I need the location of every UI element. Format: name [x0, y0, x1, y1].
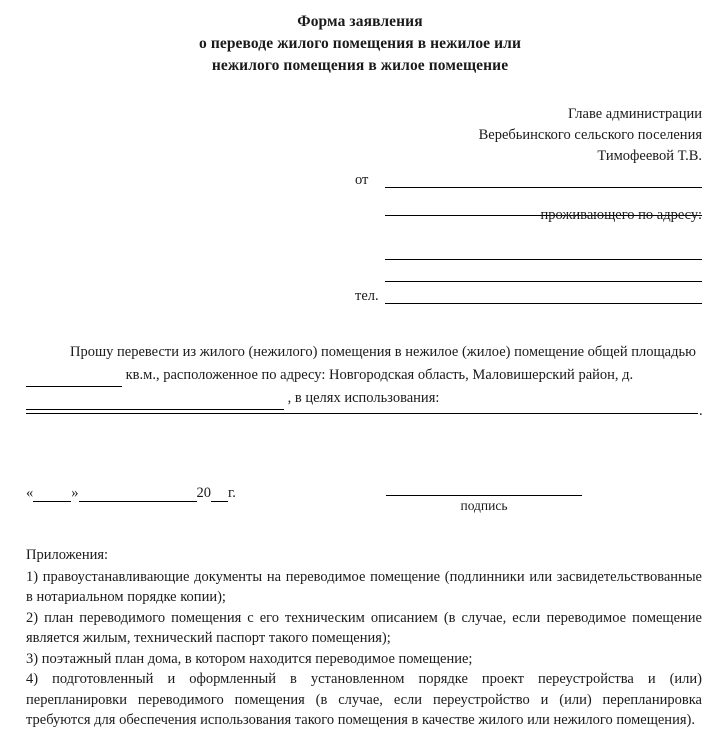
request-paragraph	[26, 341, 702, 410]
phone-rule[interactable]	[385, 303, 702, 304]
appendix-heading: Приложения:	[26, 547, 109, 563]
addressee-line-1: Главе администрации	[568, 106, 702, 122]
title-line-1: Форма заявления	[297, 13, 423, 30]
house-number-input[interactable]	[26, 396, 284, 410]
addressee-block	[330, 104, 702, 167]
title-line-2: о переводе жилого помещения в нежилое или	[199, 35, 521, 52]
request-line-2-prefix: общей площадью	[587, 344, 696, 360]
day-input[interactable]	[33, 488, 71, 502]
phone-field-row[interactable]	[355, 284, 702, 304]
appendix-item-1: 1) правоустанавливающие документы на переводимое помещение (подлинники или засвидетельствованные в нотариальном порядке копии);	[26, 568, 702, 605]
year-prefix: 20	[196, 485, 211, 501]
from-label: от	[355, 172, 369, 188]
applicant-name-rule[interactable]	[385, 187, 702, 188]
total-area-input[interactable]	[26, 373, 122, 387]
phone-label: тел.	[355, 288, 379, 304]
appendix-item-2: 2) план переводимого помещения с его техническим описанием (в случае, если переводимое помещение является жилым, технический паспорт такого помещения);	[26, 609, 702, 646]
appendix-block	[26, 545, 702, 731]
applicant-name-field-row[interactable]	[355, 168, 702, 188]
signature-rule[interactable]	[386, 484, 582, 496]
title-line-3: нежилого помещения в жилое помещение	[211, 57, 509, 74]
address-rule-1[interactable]	[385, 259, 702, 260]
date-row[interactable]	[26, 484, 236, 502]
residing-caption: проживающего по адресу:	[540, 207, 702, 223]
request-line-1: Прошу перевести из жилого (нежилого) помещения в нежилое (жилое) помещение	[70, 344, 585, 360]
request-line-3-suffix: , в целях использования:	[287, 390, 440, 406]
address-field-row-1[interactable]	[355, 240, 702, 260]
purpose-of-use-rule[interactable]	[26, 413, 698, 414]
month-input[interactable]	[79, 488, 197, 502]
quote-close: »	[71, 485, 79, 501]
request-line-2-suffix: кв.м., расположенное по адресу: Новгородская область,	[125, 367, 469, 383]
appendix-item-4: 4) подготовленный и оформленный в установленном порядке проект переустройства и (или) перепланировки переводимого помещения (в случае, если переустройство и (или) перепланировка требуются для обеспечения использования такого помещения в качестве жилого или нежилого помещения).	[26, 671, 702, 728]
addressee-line-2: Веребьинского сельского поселения	[478, 127, 702, 143]
address-rule-2[interactable]	[385, 281, 702, 282]
request-line-3-prefix: Маловишерский район, д.	[472, 367, 634, 383]
year-input[interactable]	[211, 488, 228, 502]
signature-caption: подпись	[460, 498, 508, 513]
page-title	[0, 11, 720, 77]
quote-open: «	[26, 485, 34, 501]
addressee-line-3: Тимофеевой Т.В.	[597, 148, 702, 164]
appendix-item-3: 3) поэтажный план дома, в котором находится переводимое помещение;	[26, 650, 473, 667]
address-field-row-2[interactable]	[355, 262, 702, 282]
signature-block[interactable]	[386, 484, 582, 515]
purpose-of-use-period: .	[699, 403, 703, 419]
year-suffix: г.	[228, 485, 236, 501]
